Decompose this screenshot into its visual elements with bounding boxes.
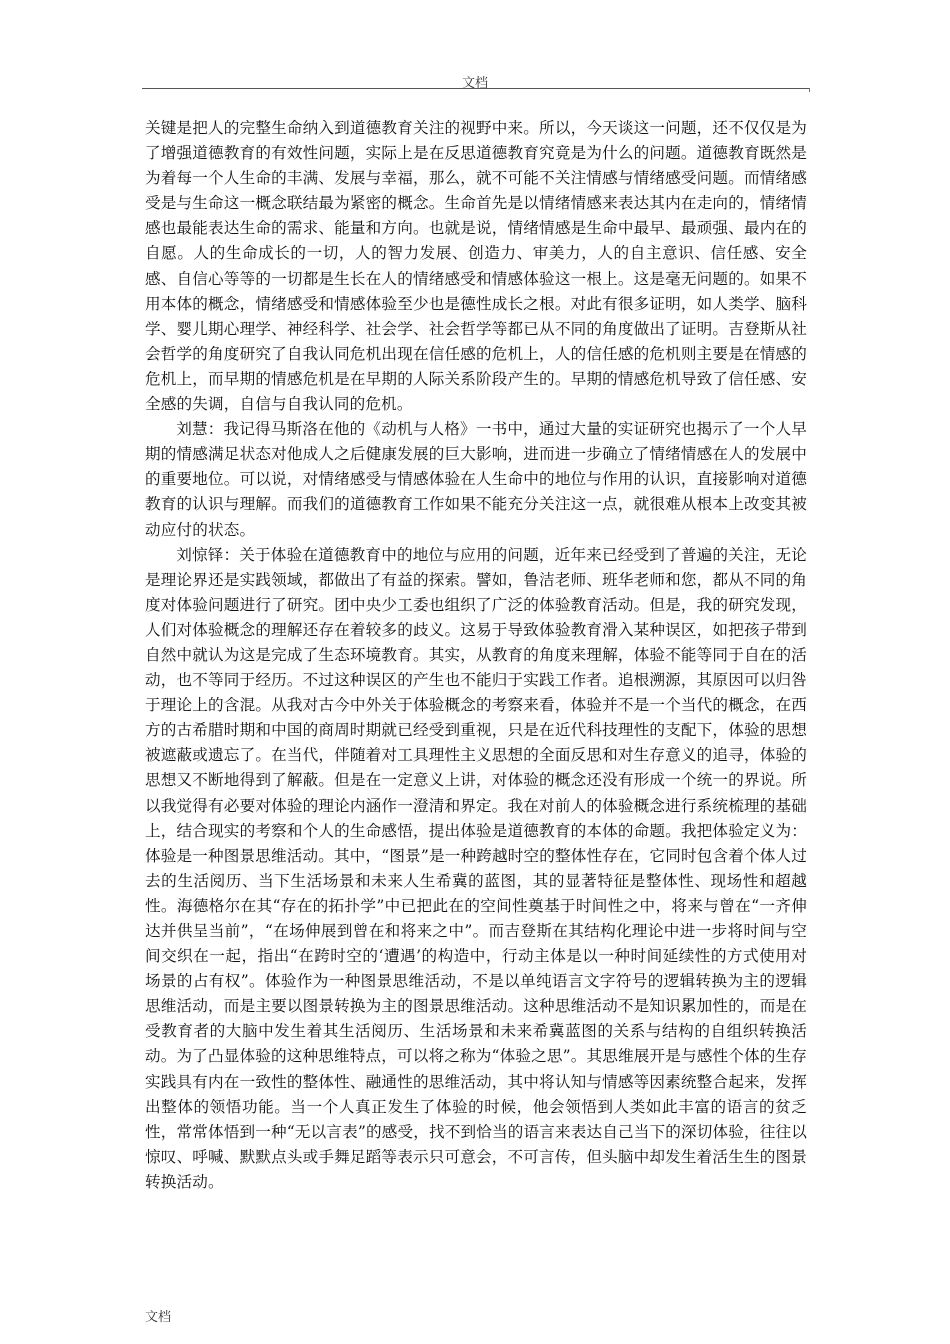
page-footer-label: 文档 — [145, 1310, 172, 1325]
header-divider-tick — [809, 88, 810, 92]
paragraph-liu-hui: 刘慧：我记得马斯洛在他的《动机与人格》一书中，通过大量的实证研究也揭示了一个人早期的情感满足状态对他成人之后健康发展的巨大影响，进而进一步确立了情绪情感在人的发展中的重要地位。可以说，对情绪感受与情感体验在人生命中的地位与作用的认识，直接影响对道德教育的认识与理解。而我们的道德教育工作如果不能充分关注这一点，就很难从根本上改变其被动应付的状态。 — [145, 420, 807, 539]
document-body — [145, 116, 807, 1195]
page-header-title: 文档 — [461, 76, 488, 91]
paragraph-liu-jingduo: 刘惊铎：关于体验在道德教育中的地位与应用的问题，近年来已经受到了普遍的关注，无论是理论界还是实践领域，都做出了有益的探索。譬如，鲁洁老师、班华老师和您，都从不同的角度对体验问题进行了研究。团中央少工委也组织了广泛的体验教育活动。但是，我的研究发现，人们对体验概念的理解还存在着较多的歧义。这易于导致体验教育滑入某种误区，如把孩子带到自然中就认为这是完成了生态环境教育。其实，从教育的角度来理解，体验不能等同于自在的活动，也不等同于经历。不过这种误区的产生也不能归于实践工作者。追根溯源，其原因可以归咎于理论上的含混。从我对古今中外关于体验概念的考察来看，体验并不是一个当代的概念，在西方的古希腊时期和中国的商周时期就已经受到重视，只是在近代科技理性的支配下，体验的思想被遮蔽或遗忘了。在当代，伴随着对工具理性主义思想的全面反思和对生存意义的追寻，体验的思想又不断地得到了解蔽。但是在一定意义上讲，对体验的概念还没有形成一个统一的界说。所以我觉得有必要对体验的理论内涵作一澄清和界定。我在对前人的体验概念进行系统梳理的基础上，结合现实的考察和个人的生命感悟，提出体验是道德教育的本体的命题。我把体验定义为：体验是一种图景思维活动。其中，“图景”是一种跨越时空的整体性存在，它同时包含着个体人过去的生活阅历、当下生活场景和未来人生希冀的蓝图，其的显著特征是整体性、现场性和超越性。海德格尔在其“存在的拓扑学”中已把此在的空间性奠基于时间性之中，将来与曾在“一齐伸达并供呈当前”，“在场伸展到曾在和将来之中”。而吉登斯在其结构化理论中进一步将时间与空间交织在一起，指出“在跨时空的‘遭遇’的构造中，行动主体是以一种时间延续性的方式使用对场景的占有权”。体验作为一种图景思维活动，不是以单纯语言文字符号的逻辑转换为主的逻辑思维活动，而是主要以图景转换为主的图景思维活动。这种思维活动不是知识累加性的，而是在受教育者的大脑中发生着其生活阅历、生活场景和未来希冀蓝图的关系与结构的自组织转换活动。为了凸显体验的这种思维特点，可以将之称为“体验之思”。其思维展开是与感性个体的生存实践具有内在一致性的整体性、融通性的思维活动，其中将认知与情感等因素统整合起来，发挥出整体的领悟功能。当一个人真正发生了体验的时候，他会领悟到人类如此丰富的语言的贫乏性，常常体悟到一种“无以言表”的感受，找不到恰当的语言来表达自己当下的深切体验，往往以惊叹、呼喊、默默点头或手舞足蹈等表示只可意会，不可言传，但头脑中却发生着活生生的图景转换活动。 — [145, 545, 807, 1191]
paragraph-continued: 关键是把人的完整生命纳入到道德教育关注的视野中来。所以，今天谈这一问题，还不仅仅是为了增强道德教育的有效性问题，实际上是在反思道德教育究竟是为什么的问题。道德教育既然是为着每一个人生命的丰满、发展与幸福，那么，就不可能不关注情感与情绪感受问题。而情绪感受是与生命这一概念联结最为紧密的概念。生命首先是以情绪情感来表达其内在走向的，情绪情感也最能表达生命的需求、能量和方向。也就是说，情绪情感是生命中最早、最顽强、最内在的自愿。人的生命成长的一切，人的智力发展、创造力、审美力，人的自主意识、信任感、安全感、自信心等等的一切都是生长在人的情绪感受和情感体验这一根上。这是毫无问题的。如果不用本体的概念，情绪感受和情感体验至少也是德性成长之根。对此有很多证明，如人类学、脑科学、婴儿期心理学、神经科学、社会学、社会哲学等都已从不同的角度做出了证明。吉登斯从社会哲学的角度研究了自我认同危机出现在信任感的危机上，人的信任感的危机则主要是在情感的危机上，而早期的情感危机是在早期的人际关系阶段产生的。早期的情感危机导致了信任感、安全感的失调，自信与自我认同的危机。 — [145, 119, 807, 414]
header-divider — [142, 88, 809, 89]
